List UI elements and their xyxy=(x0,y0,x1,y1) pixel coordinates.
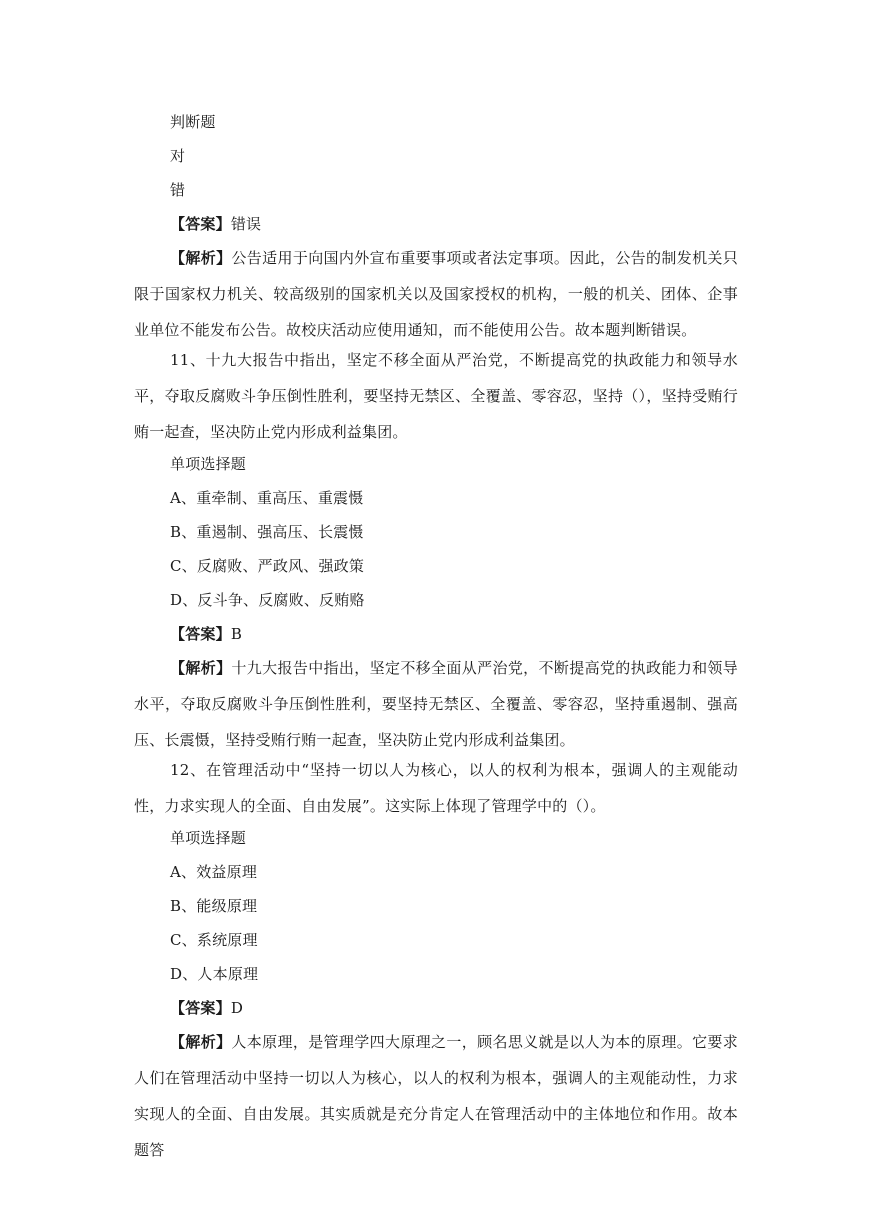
option-true: 对 xyxy=(170,147,186,165)
analysis-paragraph xyxy=(134,240,738,348)
question-11-option-b: B、重遏制、强高压、长震慑 xyxy=(170,523,364,541)
question-11-option-d: D、反斗争、反腐败、反贿赂 xyxy=(170,591,365,609)
question-12-type-label: 单项选择题 xyxy=(170,829,247,847)
analysis-text: 十九大报告中指出，坚定不移全面从严治党，不断提高党的执政能力和领导水平，夺取反腐败斗争压倒性胜利，要坚持无禁区、全覆盖、零容忍，坚持重遏制、强高压、长震慑，坚持受贿行贿一起查，坚决防止党内形成利益集团。 xyxy=(134,659,738,749)
analysis-tag: 【解析】 xyxy=(170,1033,232,1051)
question-12-option-d: D、人本原理 xyxy=(170,965,259,983)
answer-tag: 【答案】 xyxy=(170,625,231,643)
question-11-analysis xyxy=(134,650,738,758)
question-11-option-c: C、反腐败、严政风、强政策 xyxy=(170,557,365,575)
question-12-answer-line xyxy=(170,998,243,1018)
analysis-text: 公告适用于向国内外宣布重要事项或者法定事项。因此，公告的制发机关只限于国家权力机关、较高级别的国家机关以及国家授权的机构，一般的机关、团体、企事业单位不能发布公告。故校庆活动应使用通知，而不能使用公告。故本题判断错误。 xyxy=(134,249,738,339)
answer-value: B xyxy=(230,625,243,643)
answer-tag: 【答案】 xyxy=(170,999,231,1017)
answer-value: D xyxy=(230,999,244,1017)
option-false: 错 xyxy=(170,181,186,199)
question-12-option-c: C、系统原理 xyxy=(170,931,258,949)
question-12-stem: 12、在管理活动中“坚持一切以人为核心，以人的权利为根本，强调人的主观能动性，力求实现人的全面、自由发展”。这实际上体现了管理学中的（）。 xyxy=(134,761,738,815)
analysis-tag: 【解析】 xyxy=(170,249,232,267)
analysis-tag: 【解析】 xyxy=(170,659,232,677)
question-11-type-label: 单项选择题 xyxy=(170,455,247,473)
answer-tag: 【答案】 xyxy=(170,215,231,233)
answer-line xyxy=(170,214,261,234)
question-type-label: 判断题 xyxy=(170,113,216,131)
question-12-option-b: B、能级原理 xyxy=(170,897,258,915)
answer-value: 错误 xyxy=(230,215,262,233)
question-11-answer-line xyxy=(170,624,242,644)
question-11-option-a: A、重牵制、重高压、重震慑 xyxy=(170,489,364,507)
analysis-text: 人本原理，是管理学四大原理之一，顾名思义就是以人为本的原理。它要求人们在管理活动中坚持一切以人为核心，以人的权利为根本，强调人的主观能动性，力求实现人的全面、自由发展。其实质就是充分肯定人在管理活动中的主体地位和作用。故本题答 xyxy=(134,1033,738,1159)
question-11-stem: 11、十九大报告中指出，坚定不移全面从严治党，不断提高党的执政能力和领导水平，夺取反腐败斗争压倒性胜利，要坚持无禁区、全覆盖、零容忍，坚持（），坚持受贿行贿一起查，坚决防止党内形成利益集团。 xyxy=(134,351,738,441)
question-12-option-a: A、效益原理 xyxy=(170,863,258,881)
question-12-analysis xyxy=(134,1024,738,1168)
